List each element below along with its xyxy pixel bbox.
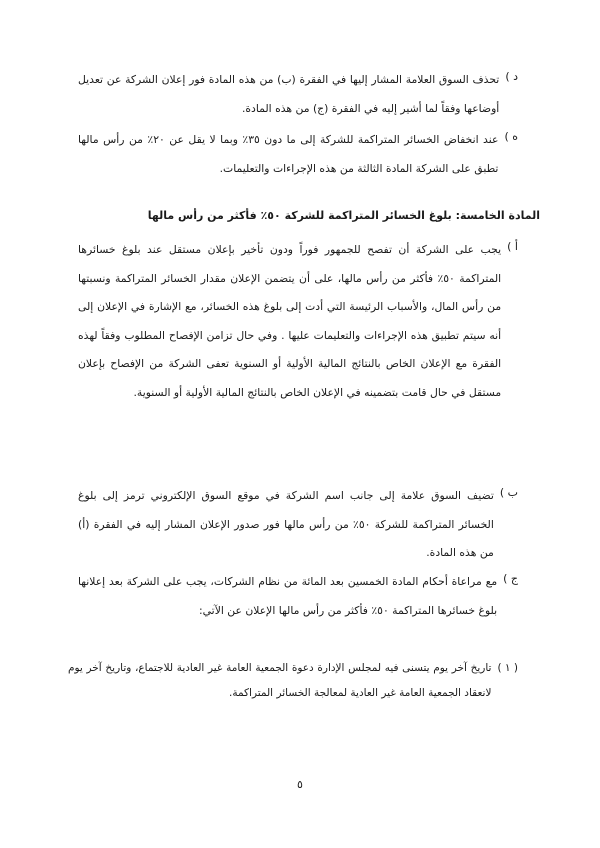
paragraph-b [78, 482, 518, 568]
paragraph-j [78, 568, 518, 625]
paragraph-marker: ه ) [504, 130, 518, 143]
paragraph-h [78, 126, 518, 183]
paragraph-text: يجب على الشركة أن تفصح للجمهور فوراً ودون تأخير بإعلان مستقل عند بلوغ خسائرها المتراكمة ٥٠٪ فأكثر من رأس مالها، على أن يتضمن الإعلان مقدار الخسائر المتراكمة ونسبتها من رأس المال، والأسباب الرئيسة التي أدت إلى بلوغ هذه الخسائر، مع الإشارة في الإعلان إلى أنه سيتم تطبيق هذه الإجراءات والتعليمات عليها . وفي حال تزامن الإفصاح المطلوب وفقاً لهذه الفقرة مع الإعلان الخاص بالنتائج المالية الأولية أو السنوية تعفى الشركة من الإفصاح بإعلان مستقل في حال قامت بتضمينه في الإعلان الخاص بالنتائج المالية الأولية أو السنوية. [78, 243, 502, 399]
paragraph-text: تضيف السوق علامة إلى جانب اسم الشركة في موقع السوق الإلكتروني ترمز إلى بلوغ الخسائر المتراكمة للشركة ٥٠٪ من رأس مالها فور صدور الإعلان المشار إليه في الفقرة (أ) من هذه المادة. [78, 489, 494, 559]
paragraph-marker: د ) [505, 70, 518, 83]
sub-item-text: تاريخ آخر يوم يتسنى فيه لمجلس الإدارة دعوة الجمعية العامة غير العادية للاجتماع، وتاريخ آخر يوم لانعقاد الجمعية العامة غير العادية لمعالجة الخسائر المتراكمة. [68, 662, 492, 699]
paragraph-marker: ب ) [499, 486, 518, 499]
sub-item-1 [68, 656, 518, 706]
section-heading: المادة الخامسة: بلوغ الخسائر المتراكمة للشركة ٥٠٪ فأكثر من رأس مالها [147, 209, 540, 222]
paragraph-a [78, 236, 518, 407]
paragraph-text: تحذف السوق العلامة المشار إليها في الفقرة (ب) من هذه المادة فور إعلان الشركة عن تعديل أوضاعها وفقاً لما أشير إليه في الفقرة (ج) من هذه المادة. [78, 73, 500, 115]
page-number: ٥ [297, 778, 303, 791]
paragraph-text: عند انخفاض الخسائر المتراكمة للشركة إلى ما دون ٣٥٪ وبما لا يقل عن ٢٠٪ من رأس مالها تطبق على الشركة المادة الثالثة من هذه الإجراءات والتعليمات. [78, 133, 499, 175]
paragraph-marker: أ ) [507, 240, 518, 253]
paragraph-marker: ج ) [503, 572, 518, 585]
paragraph-d [78, 66, 518, 123]
paragraph-text: مع مراعاة أحكام المادة الخمسين بعد المائة من نظام الشركات، يجب على الشركة بعد إعلانها بلوغ خسائرها المتراكمة ٥٠٪ فأكثر من رأس مالها الإعلان عن الآتي: [78, 575, 498, 617]
sub-item-marker: ( ١ ) [497, 662, 518, 674]
